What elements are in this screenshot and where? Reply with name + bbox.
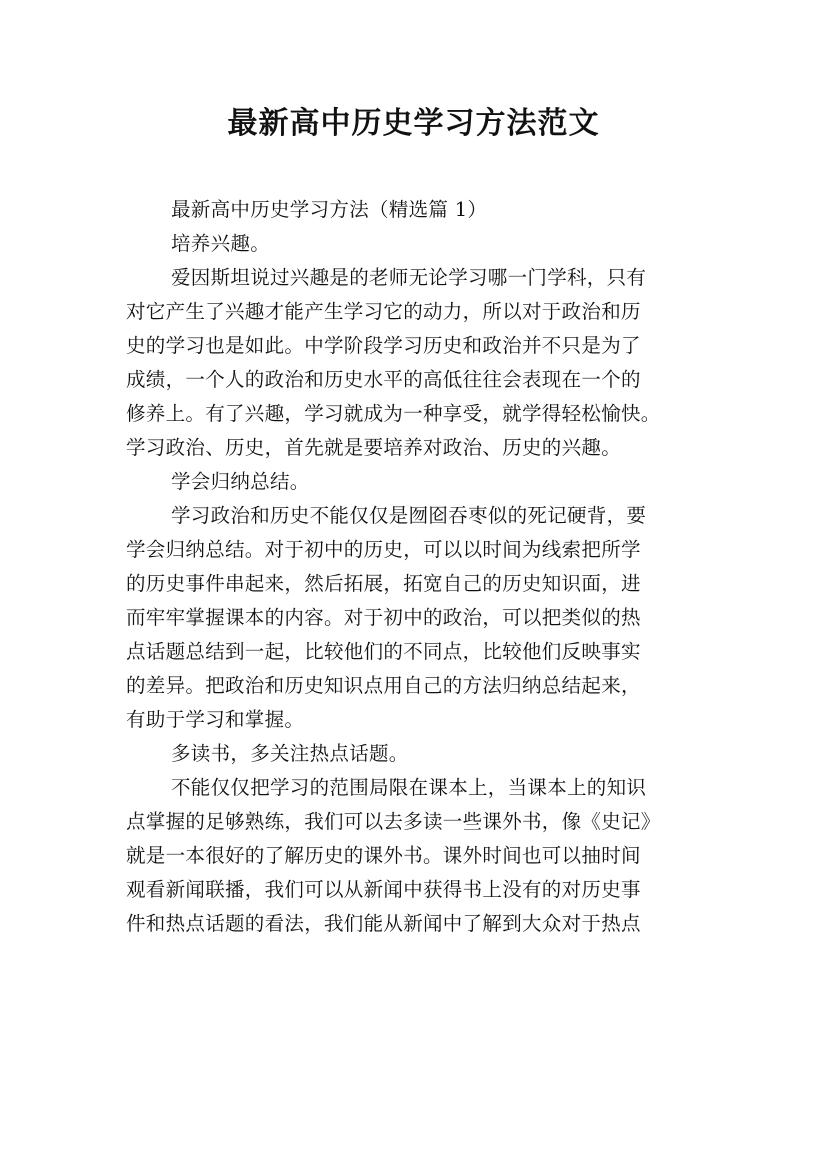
paragraph-line: 不能仅仅把学习的范围局限在课本上，当课本上的知识 — [171, 776, 647, 799]
paragraph-line: 学习政治和历史不能仅仅是囫囵吞枣似的死记硬背，要 — [171, 504, 647, 527]
paragraph-heading: 培养兴趣。 — [171, 232, 271, 255]
paragraph-line: 修养上。有了兴趣，学习就成为一种享受，就学得轻松愉快。 — [126, 402, 661, 425]
paragraph-heading: 学会归纳总结。 — [171, 470, 310, 493]
paragraph-line: 点掌握的足够熟练，我们可以去多读一些课外书，像《史记》 — [126, 810, 661, 833]
paragraph-line: 点话题总结到一起，比较他们的不同点，比较他们反映事实 — [126, 640, 641, 663]
paragraph-line: 的差异。把政治和历史知识点用自己的方法归纳总结起来， — [126, 674, 641, 697]
paragraph-line: 观看新闻联播，我们可以从新闻中获得书上没有的对历史事 — [126, 878, 641, 901]
paragraph-line: 有助于学习和掌握。 — [126, 708, 305, 731]
paragraph-line: 史的学习也是如此。中学阶段学习历史和政治并不只是为了 — [126, 334, 641, 357]
paragraph-line: 件和热点话题的看法，我们能从新闻中了解到大众对于热点 — [126, 912, 641, 935]
paragraph-line: 学习政治、历史，首先就是要培养对政治、历史的兴趣。 — [126, 436, 622, 459]
paragraph-line: 而牢牢掌握课本的内容。对于初中的政治，可以把类似的热 — [126, 606, 641, 629]
paragraph-line: 爱因斯坦说过兴趣是的老师无论学习哪一门学科，只有 — [171, 266, 647, 289]
paragraph-line: 对它产生了兴趣才能产生学习它的动力，所以对于政治和历 — [126, 300, 641, 323]
paragraph-line: 的历史事件串起来，然后拓展，拓宽自己的历史知识面，进 — [126, 572, 641, 595]
document-body — [126, 193, 706, 941]
document-title: 最新高中历史学习方法范文 — [227, 106, 600, 141]
paragraph-line: 学会归纳总结。对于初中的历史，可以以时间为线索把所学 — [126, 538, 641, 561]
paragraph-heading: 多读书，多关注热点话题。 — [171, 742, 409, 765]
paragraph-line: 就是一本很好的了解历史的课外书。课外时间也可以抽时间 — [126, 844, 641, 867]
paragraph-line: 成绩，一个人的政治和历史水平的高低往往会表现在一个的 — [126, 368, 641, 391]
section-heading: 最新高中历史学习方法（精选篇 1） — [171, 198, 488, 221]
